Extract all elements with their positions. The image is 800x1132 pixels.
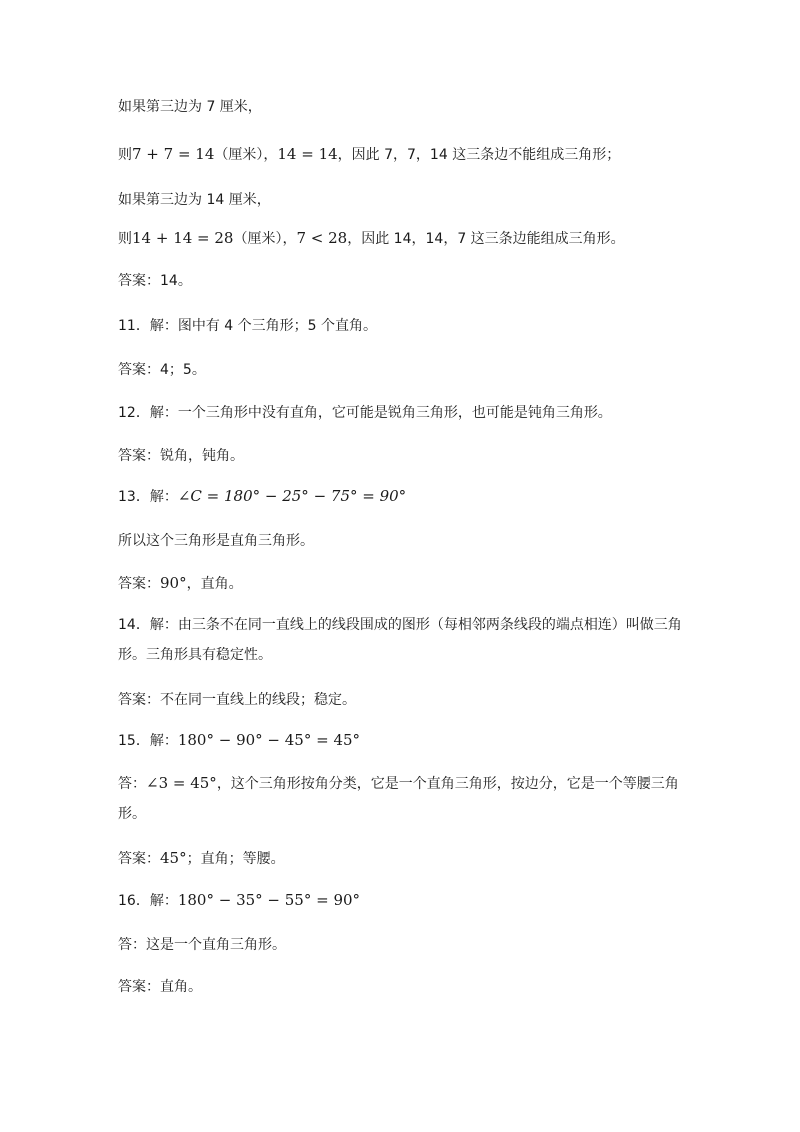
- answer-10: [118, 271, 688, 291]
- text: ；直角；等腰。: [186, 851, 285, 867]
- text: ，因此 14，14，7 这三条边能组成三角形。: [347, 231, 625, 247]
- text: 16．解：: [118, 893, 178, 909]
- line-check-7-7-14: [118, 144, 688, 165]
- text: 14．解：由三条不在同一直线上的线段围成的图形（每相邻两条线段的端点相连）叫做三角形。三角形具有稳定性。: [118, 617, 682, 663]
- answer-15: [118, 848, 688, 869]
- solution-16: [118, 890, 688, 911]
- answer-12: [118, 446, 688, 466]
- math-expression: 45°: [160, 849, 187, 867]
- text: 答：这是一个直角三角形。: [118, 937, 286, 953]
- text: ，这个三角形按角分类，它是一个直角三角形，按边分，它是一个等腰三角形。: [118, 776, 679, 822]
- text: ，直角。: [186, 576, 243, 592]
- reply-16: [118, 935, 688, 955]
- math-expression: ∠3 = 45°: [146, 774, 217, 792]
- text: 如果第三边为 14 厘米，: [118, 192, 271, 208]
- text: 11．解：图中有 4 个三角形；5 个直角。: [118, 318, 377, 334]
- line-third-side-14: [118, 190, 688, 210]
- text: （厘米），: [233, 231, 297, 247]
- math-expression: 14 = 14: [277, 145, 338, 163]
- answer-11: [118, 360, 688, 380]
- text: 答案：不在同一直线上的线段；稳定。: [118, 692, 356, 708]
- math-expression: 180° − 35° − 55° = 90°: [177, 891, 361, 909]
- text: 答案：: [118, 576, 160, 592]
- text: 答案：4；5。: [118, 362, 206, 378]
- text: 15．解：: [118, 733, 178, 749]
- text: 答案：14。: [118, 273, 192, 289]
- solution-15: [118, 730, 688, 751]
- text: 则: [118, 231, 132, 247]
- text: 答案：直角。: [118, 979, 202, 995]
- text: 答案：: [118, 851, 160, 867]
- line-check-14-14-7: [118, 228, 688, 249]
- math-expression: 7 < 28: [296, 229, 348, 247]
- text: ，因此 7，7，14 这三条边不能组成三角形；: [337, 147, 621, 163]
- text: 12．解：一个三角形中没有直角，它可能是锐角三角形，也可能是钝角三角形。: [118, 405, 612, 421]
- solution-14: [118, 610, 688, 670]
- text: 答案：锐角，钝角。: [118, 448, 244, 464]
- text: 如果第三边为 7 厘米，: [118, 99, 262, 115]
- math-expression: 180° − 90° − 45° = 45°: [177, 731, 361, 749]
- text: （厘米），: [214, 147, 278, 163]
- reply-15: [118, 768, 688, 829]
- answer-14: [118, 690, 688, 710]
- math-expression: ∠C = 180° − 25° − 75° = 90°: [177, 487, 407, 505]
- answer-13: [118, 573, 688, 594]
- math-expression: 14 + 14 = 28: [132, 229, 234, 247]
- solution-12: [118, 403, 688, 423]
- text: 则: [118, 147, 132, 163]
- math-expression: 90°: [160, 574, 187, 592]
- math-expression: 7 + 7 = 14: [132, 145, 215, 163]
- text: 所以这个三角形是直角三角形。: [118, 533, 314, 549]
- solution-11: [118, 316, 688, 336]
- solution-13: [118, 486, 688, 507]
- text: 13．解：: [118, 489, 178, 505]
- answer-16: [118, 977, 688, 997]
- text: 答：: [118, 776, 146, 792]
- solution-13-conclusion: [118, 531, 688, 551]
- line-third-side-7: [118, 97, 688, 117]
